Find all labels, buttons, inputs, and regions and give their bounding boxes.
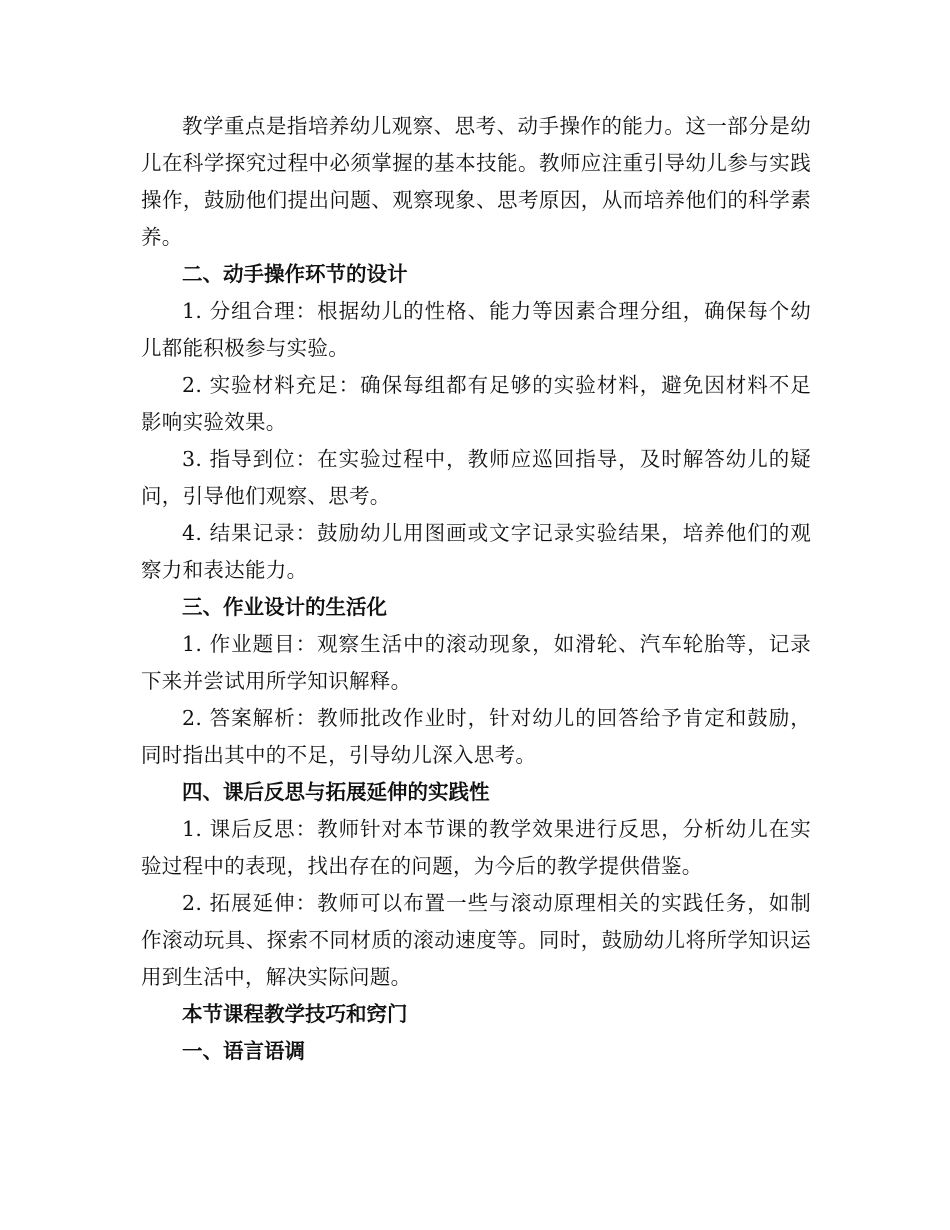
list-item-extension: 2. 拓展延伸：教师可以布置一些与滚动原理相关的实践任务，如制作滚动玩具、探索不同材质的滚动速度等。同时，鼓励幼儿将所学知识运用到生活中，解决实际问题。 [141,891,811,989]
list-item-grouping: 1. 分组合理：根据幼儿的性格、能力等因素合理分组，确保每个幼儿都能积极参与实验。 [141,299,811,360]
list-item-reflection: 1. 课后反思：教师针对本节课的教学效果进行反思，分析幼儿在实验过程中的表现，找出存在的问题，为今后的教学提供借鉴。 [141,817,811,878]
section-heading-hands-on: 二、动手操作环节的设计 [182,262,408,286]
section-heading-homework: 三、作业设计的生活化 [182,595,387,619]
section-heading-language: 一、语言语调 [182,1039,305,1063]
intro-paragraph: 教学重点是指培养幼儿观察、思考、动手操作的能力。这一部分是幼儿在科学探究过程中必须掌握的基本技能。教师应注重引导幼儿参与实践操作，鼓励他们提出问题、观察现象、思考原因，从而培养他们的科学素养。 [141,114,811,249]
list-item-homework-topic: 1. 作业题目：观察生活中的滚动现象，如滑轮、汽车轮胎等，记录下来并尝试用所学知识解释。 [141,632,811,693]
list-item-materials: 2. 实验材料充足：确保每组都有足够的实验材料，避免因材料不足影响实验效果。 [141,373,811,434]
list-item-guidance: 3. 指导到位：在实验过程中，教师应巡回指导，及时解答幼儿的疑问，引导他们观察、思考。 [141,447,811,508]
section-heading-tips: 本节课程教学技巧和窍门 [182,1002,408,1026]
section-heading-reflection: 四、课后反思与拓展延伸的实践性 [182,780,490,804]
list-item-recording: 4. 结果记录：鼓励幼儿用图画或文字记录实验结果，培养他们的观察力和表达能力。 [141,521,811,582]
list-item-answer-analysis: 2. 答案解析：教师批改作业时，针对幼儿的回答给予肯定和鼓励，同时指出其中的不足，引导幼儿深入思考。 [141,706,811,767]
document-page [141,108,811,1070]
